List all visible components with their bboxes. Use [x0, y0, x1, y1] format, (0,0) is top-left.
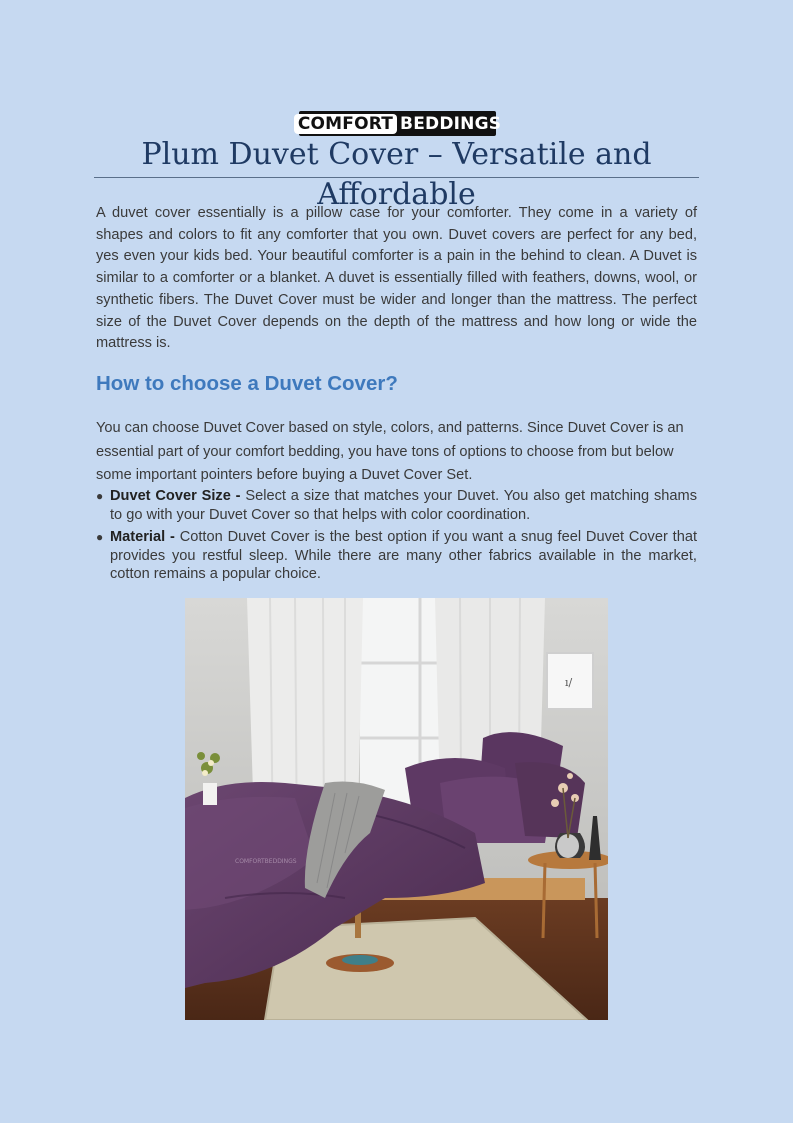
- bedroom-illustration: [185, 598, 608, 1020]
- product-photo: [185, 598, 608, 1020]
- bullet-icon: ●: [96, 489, 104, 503]
- section-intro-paragraph: You can choose Duvet Cover based on style, colors, and patterns. Since Duvet Cover is an essential part of your comfort bedding, you have tons of options to choose from but below some important pointers before buying a Duvet Cover Set.: [96, 420, 684, 483]
- artwork-mark: ı/: [565, 676, 573, 689]
- list-item: [96, 528, 697, 584]
- logo-word-beddings: BEDDINGS: [400, 113, 502, 134]
- bullet-icon: ●: [96, 530, 104, 544]
- tips-list: [96, 487, 697, 588]
- list-item: [96, 487, 697, 524]
- bullet-text: Select a size that matches your Duvet. You also get matching shams to go with your Duvet Cover so that helps with color coordination.: [110, 488, 697, 523]
- page-title: Plum Duvet Cover – Versatile and Affordable: [94, 135, 699, 178]
- bullet-term: Duvet Cover Size -: [110, 488, 241, 504]
- bullet-term: Material -: [110, 529, 175, 545]
- section-heading: How to choose a Duvet Cover?: [96, 372, 398, 395]
- intro-paragraph: A duvet cover essentially is a pillow case for your comforter. They come in a variety of shapes and colors to fit any comforter that you own. Duvet covers are perfect for any bed, yes even your kids bed. Your beautiful comforter is a pain in the behind to clean. A Duvet is similar to a comforter or a blanket. A duvet is essentially filled with feathers, downs, wool, or synthetic fibers. The Duvet Cover must be wider and longer than the mattress. The perfect size of the Duvet Cover depends on the depth of the mattress and how long or wide the mattress is.: [96, 205, 697, 352]
- bullet-text: Cotton Duvet Cover is the best option if you want a snug feel Duvet Cover that provides you restful sleep. While there are many other fabrics available in the market, cotton remains a popular choice.: [110, 529, 698, 582]
- watermark: COMFORTBEDDINGS: [235, 858, 297, 865]
- brand-logo: [297, 111, 502, 136]
- logo-word-comfort: COMFORT: [294, 114, 397, 134]
